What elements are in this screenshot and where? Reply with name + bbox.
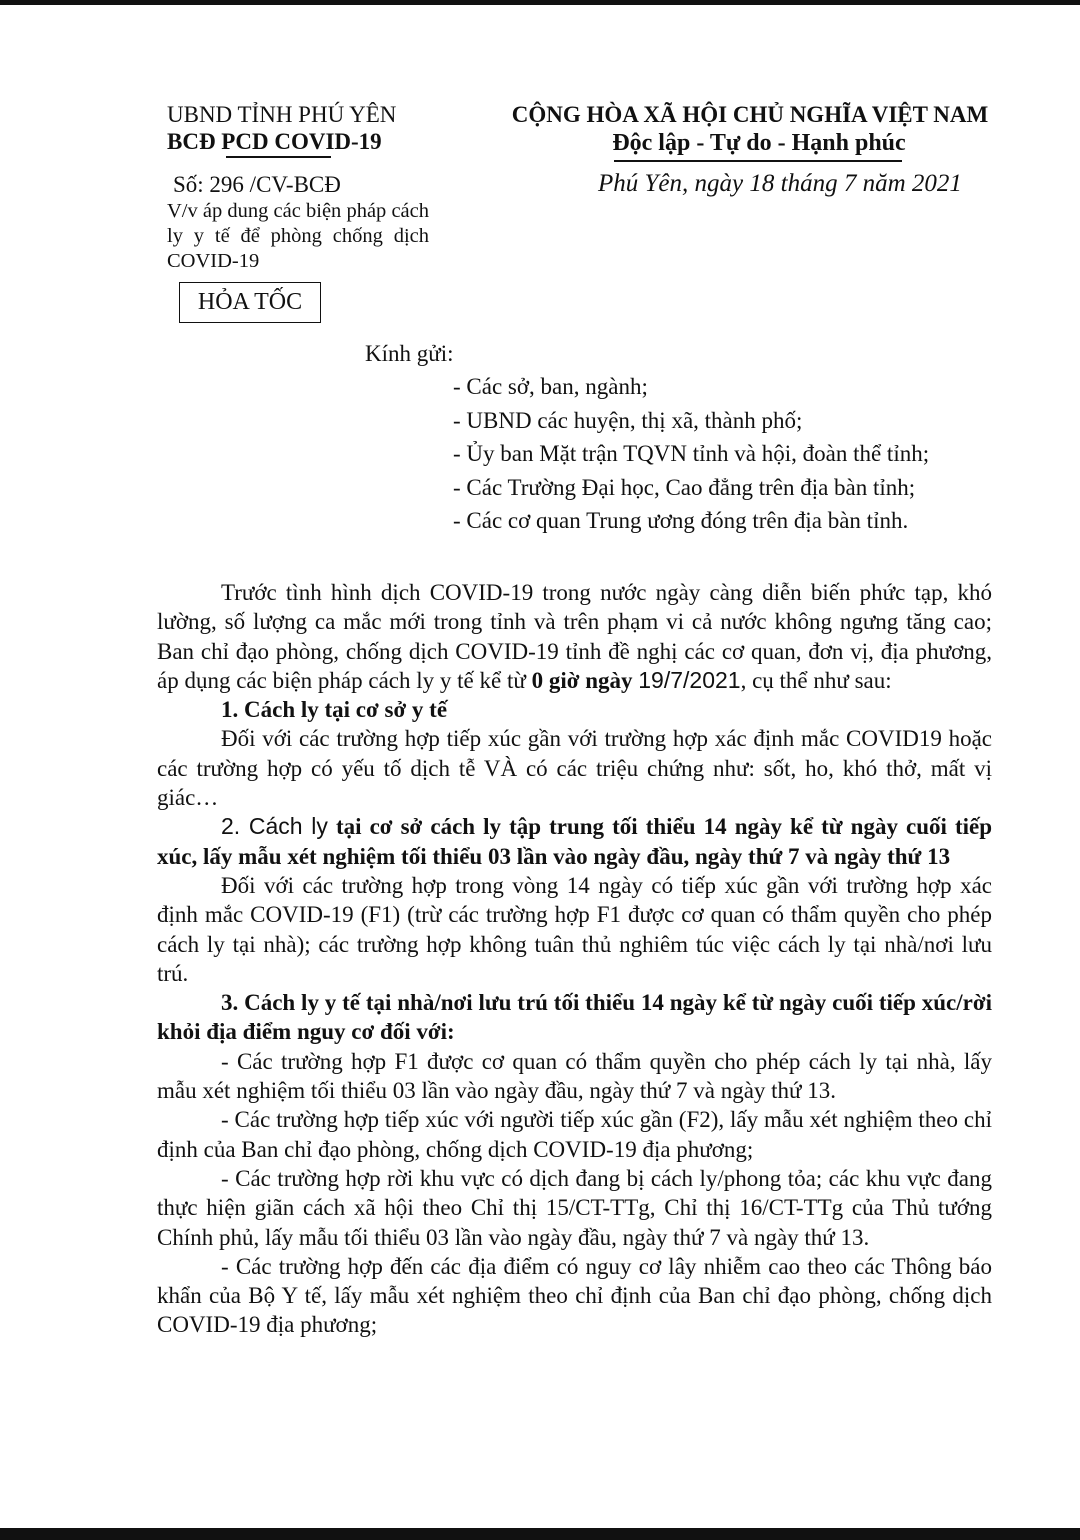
recipients-label: Kính gửi: xyxy=(365,341,454,366)
recipient-item: - UBND các huyện, thị xã, thành phố; xyxy=(453,407,803,433)
intro-bold-time: 0 giờ ngày xyxy=(531,667,633,693)
recipient-item: - Các cơ quan Trung ương đóng trên địa bàn tỉnh. xyxy=(453,508,909,533)
section-3-item: - Các trường hợp tiếp xúc với người tiếp xúc gần (F2), lấy mẫu xét nghiệm theo chỉ định của Ban chỉ đạo phòng, chống dịch COVID-19 địa phương; xyxy=(157,1107,992,1162)
intro-date: 19/7/2021 xyxy=(638,666,741,693)
republic-title: CỘNG HÒA XÃ HỘI CHỦ NGHĨA VIỆT NAM xyxy=(511,102,989,127)
recipient-item: - Các sở, ban, ngành; xyxy=(453,374,648,399)
section-3-item: - Các trường hợp rời khu vực có dịch đang bị cách ly/phong tỏa; các khu vực đang thực hiện giãn cách xã hội theo Chỉ thị 15/CT-TTg, Chỉ thị 16/CT-TTg của Thủ tướng Chính phủ, lấy mẫu tối thiểu 03 lần vào ngày đầu, ngày thứ 7 và ngày thứ 13. xyxy=(157,1165,992,1250)
recipient-item: - Ủy ban Mặt trận TQVN tỉnh và hội, đoàn thể tỉnh; xyxy=(453,441,930,466)
section-1-heading: 1. Cách ly tại cơ sở y tế xyxy=(221,697,448,723)
recipients-list xyxy=(365,370,929,538)
section-1-text: Đối với các trường hợp tiếp xúc gần với trường hợp xác định mắc COVID19 hoặc các trường hợp có yếu tố dịch tễ VÀ có các triệu chứng như: sốt, ho, khó thở, mất vị giác… xyxy=(157,726,992,811)
national-motto: Độc lập - Tự do - Hạnh phúc xyxy=(612,130,906,156)
document-body xyxy=(157,578,992,1340)
authority-line-1: UBND TỈNH PHÚ YÊN xyxy=(167,102,397,127)
intro-text: Trước tình hình dịch COVID-19 trong nước ngày càng diễn biến phức tạp, khó lường, số lượng ca mắc mới trong tỉnh và trên phạm vi cả nước không ngưng tăng cao; Ban chỉ đạo phòng, chống dịch COVID-19 tỉnh đề nghị các cơ quan, đơn vị, địa phương, áp dụng các biện pháp cách ly y tế kể từ xyxy=(157,580,992,693)
section-3-heading: 3. Cách ly y tế tại nhà/nơi lưu trú tối thiểu 14 ngày kể từ ngày cuối tiếp xúc/rời khỏi địa điểm nguy cơ đối với: xyxy=(157,990,992,1045)
authority-line-2: BCĐ PCD COVID-19 xyxy=(167,129,382,154)
section-3-item: - Các trường hợp F1 được cơ quan có thẩm quyền cho phép cách ly tại nhà, lấy mẫu xét nghiệm tối thiểu 03 lần vào ngày đầu, ngày thứ 7 và ngày thứ 13. xyxy=(157,1048,992,1104)
recipients-block xyxy=(365,338,929,538)
section-2-text: Đối với các trường hợp trong vòng 14 ngày có tiếp xúc gần với trường hợp xác định mắc COVID-19 (F1) (trừ các trường hợp F1 được cơ quan có thẩm quyền cho phép cách ly tại nhà); các trường hợp không tuân thủ nghiêm túc việc cách ly tại nhà/nơi lưu trú. xyxy=(157,872,992,986)
authority-underline xyxy=(226,156,331,158)
section-3-item: - Các trường hợp đến các địa điểm có nguy cơ lây nhiễm cao theo các Thông báo khẩn của Bộ Y tế, lấy mẫu xét nghiệm theo chỉ định của Ban chỉ đạo phòng, chống dịch COVID-19 địa phương; xyxy=(157,1253,992,1338)
place-and-date: Phú Yên, ngày 18 tháng 7 năm 2021 xyxy=(598,170,962,197)
intro-paragraph xyxy=(157,578,992,695)
urgency-stamp: HỎA TỐC xyxy=(179,282,321,323)
intro-tail: , cụ thể như sau: xyxy=(740,667,892,693)
section-2-heading-lead: 2. Cách ly xyxy=(221,813,328,840)
scan-edge-bottom xyxy=(0,1528,1080,1540)
scan-edge-top xyxy=(0,0,1080,5)
section-2-heading-rest: tại cơ sở cách ly tập trung tối thiểu 14 ngày kể từ ngày cuối tiếp xúc, lấy mẫu xét nghiệm tối thiểu 03 lần vào ngày đầu, ngày thứ 7 và ngày thứ 13 xyxy=(157,814,993,869)
section-2-heading xyxy=(157,812,992,871)
recipient-item: - Các Trường Đại học, Cao đẳng trên địa bàn tỉnh; xyxy=(453,474,916,500)
subject-line: V/v áp dung các biện pháp cách ly y tế để phòng chống dịch COVID-19 xyxy=(167,200,429,272)
motto-underline xyxy=(614,160,902,162)
document-number: Số: 296 /CV-BCĐ xyxy=(173,172,341,197)
